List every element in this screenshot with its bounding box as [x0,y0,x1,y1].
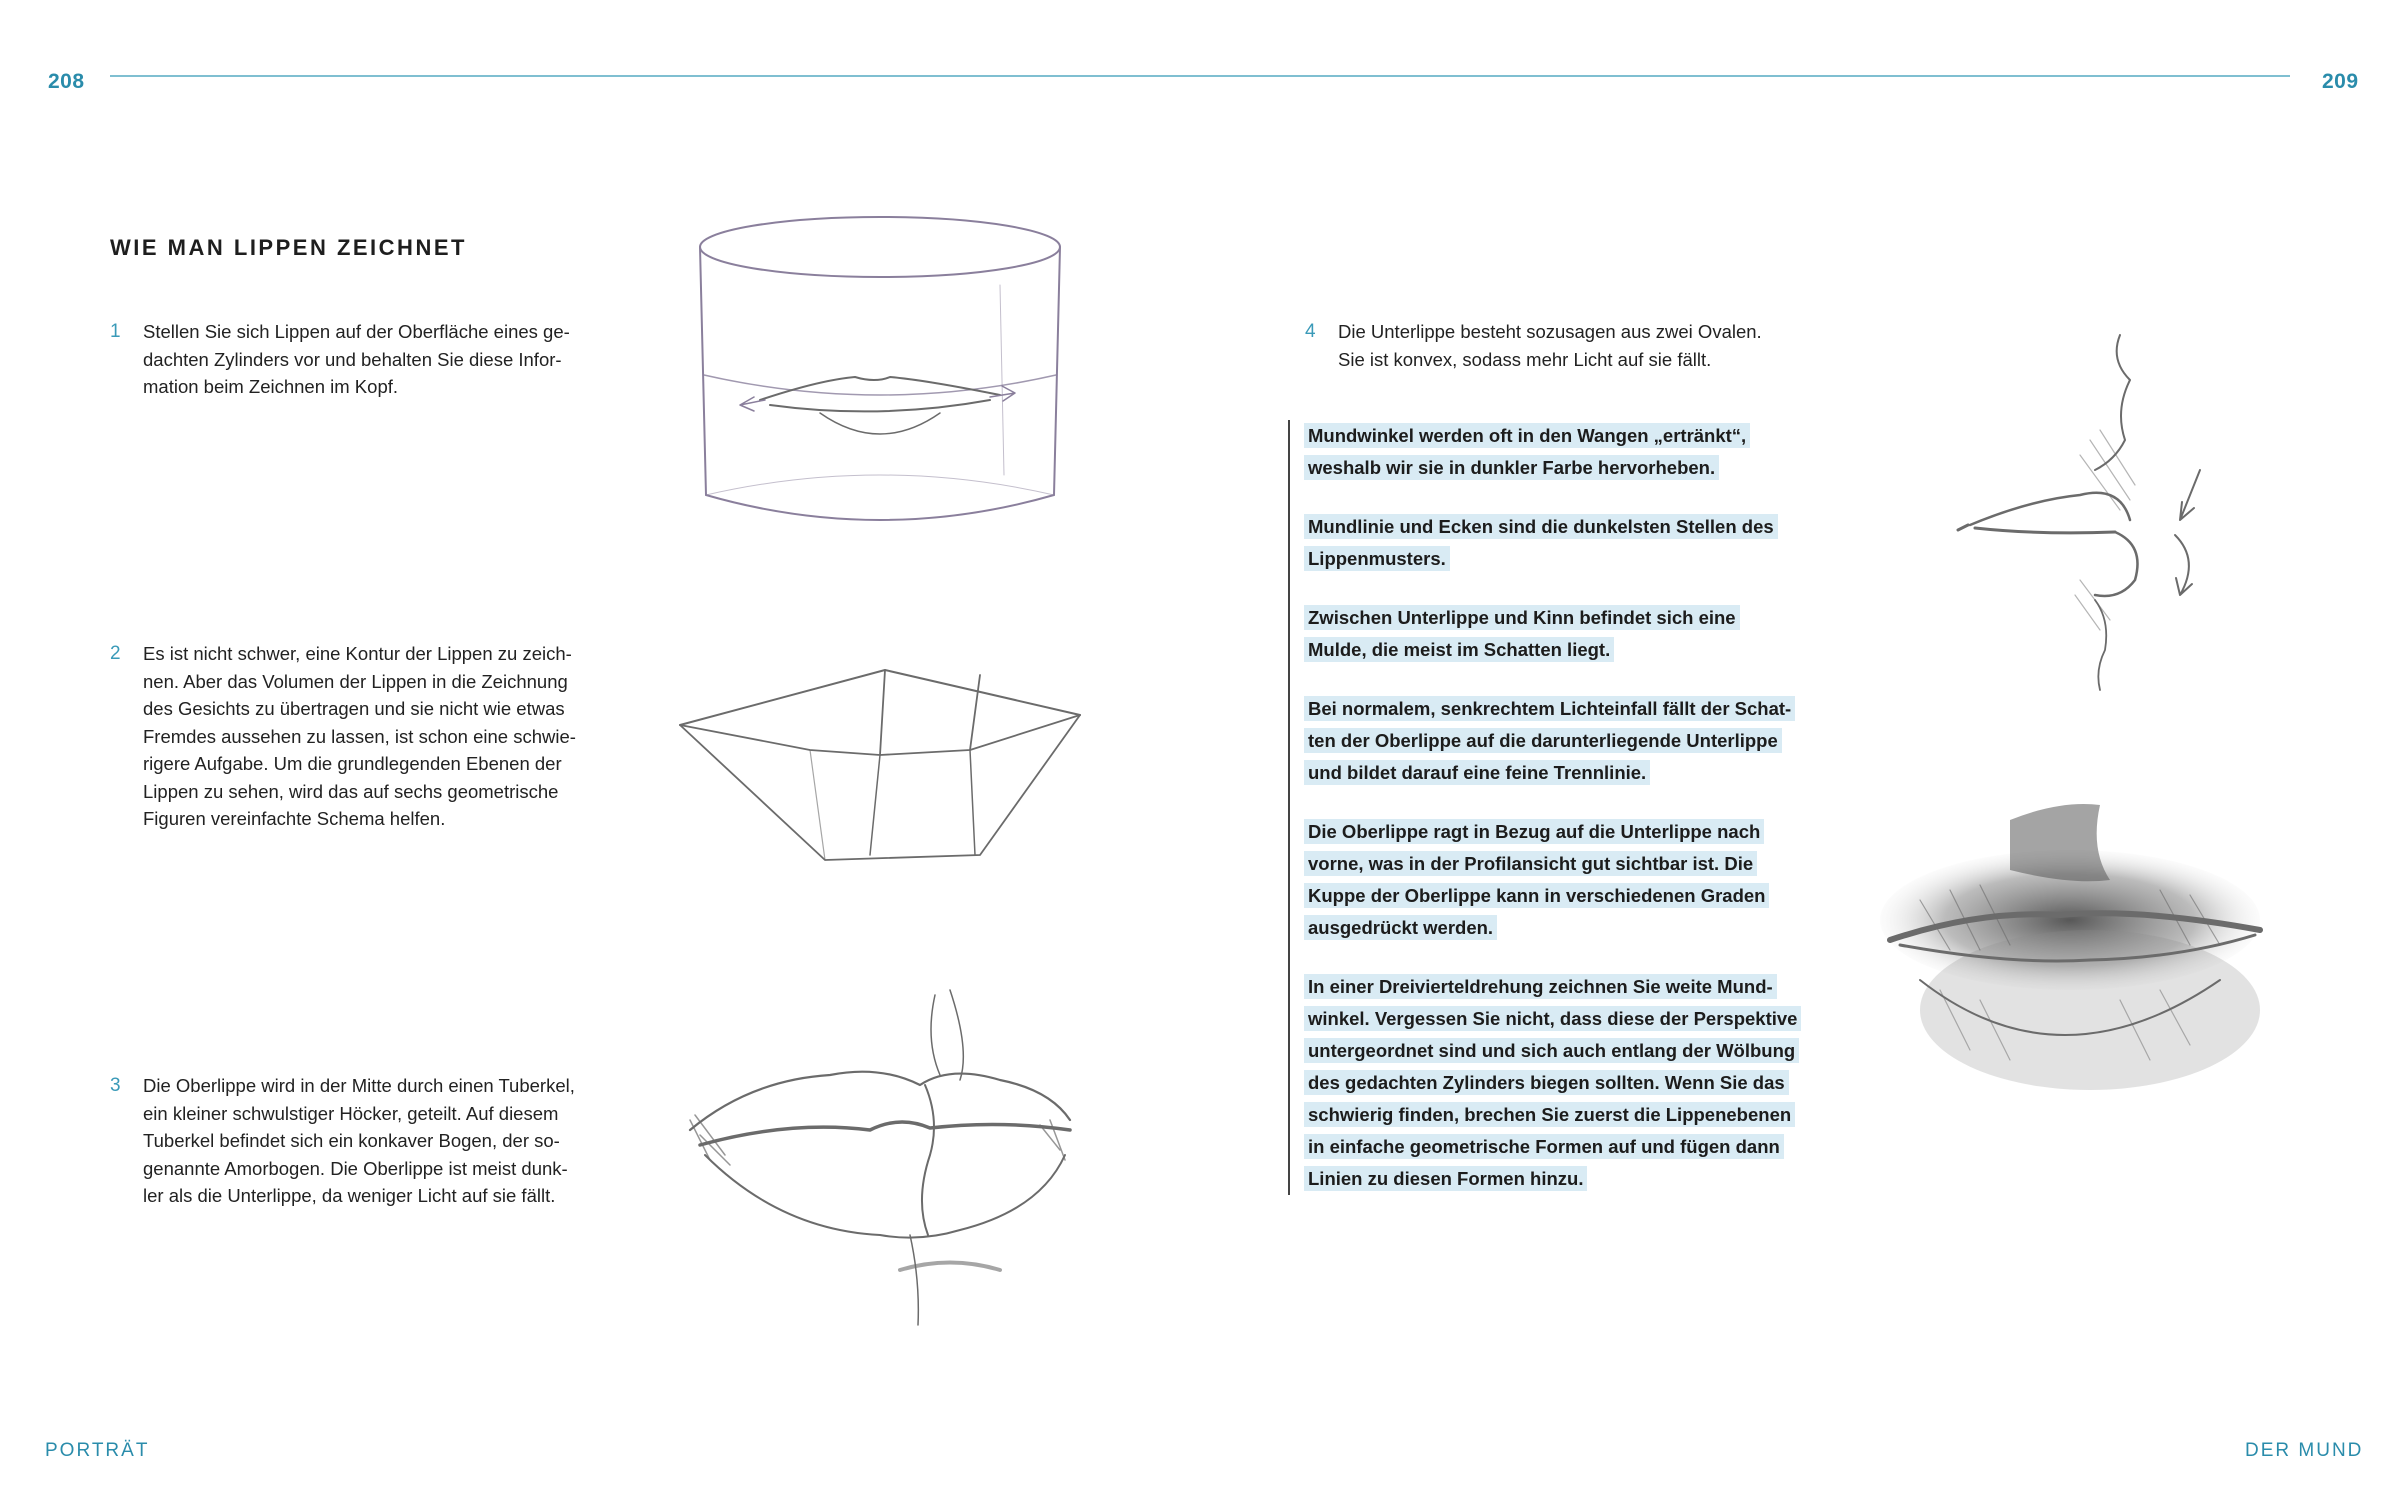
text-line: Die Oberlippe wird in der Mitte durch einen Tuberkel, [143,1075,575,1096]
text-line: mation beim Zeichnen im Kopf. [143,376,399,397]
tip-line: Kuppe der Oberlippe kann in verschiedenen Graden [1304,883,1769,908]
step-1 [110,318,610,408]
tip-line: Mundlinie und Ecken sind die dunkelsten Stellen des [1304,514,1778,539]
text-line: Es ist nicht schwer, eine Kontur der Lippen zu zeich- [143,643,572,664]
cylinder-lips-sketch [670,205,1090,555]
tubercle-lips-sketch [670,980,1090,1350]
text-line: Fremdes aussehen zu lassen, ist schon eine schwie- [143,725,576,747]
tip-line: winkel. Vergessen Sie nicht, dass diese der Perspektive [1304,1006,1801,1031]
text-line: Stellen Sie sich Lippen auf der Oberfläche eines ge- [143,321,570,342]
tip-line: Lippenmusters. [1304,546,1450,571]
shaded-lips-sketch [1860,790,2280,1130]
tip-line: weshalb wir sie in dunkler Farbe hervorheben. [1304,455,1719,480]
tip-line: Linien zu diesen Formen hinzu. [1304,1166,1587,1191]
text-line: nen. Aber das Volumen der Lippen in die Zeichnung [143,670,568,692]
step-text [143,318,570,401]
step-3 [110,1072,610,1217]
text-line: des Gesichts zu übertragen und sie nicht wie etwas [143,698,565,719]
text-line: Sie ist konvex, sodass mehr Licht auf sie fällt. [1338,348,1712,370]
profile-lips-sketch [1880,320,2260,700]
tip-line: ten der Oberlippe auf die darunterliegende Unterlippe [1304,728,1782,753]
tip-line: In einer Dreivierteldrehung zeichnen Sie weite Mund- [1304,974,1777,999]
tip-line: untergeordnet sind und sich auch entlang der Wölbung [1304,1038,1799,1063]
tip-line: in einfache geometrische Formen auf und fügen dann [1304,1134,1784,1159]
tip-line: Mulde, die meist im Schatten liegt. [1304,637,1614,662]
tip-paragraph [1304,693,1824,789]
tip-line: Mundwinkel werden oft in den Wangen „ertränkt“, [1304,423,1750,448]
step-4 [1305,318,1825,378]
tip-line: und bildet darauf eine feine Trennlinie. [1304,760,1650,785]
geometric-lips-schema [670,650,1090,880]
tip-line: des gedachten Zylinders biegen sollten. Wenn Sie das [1304,1070,1789,1095]
tip-line: Die Oberlippe ragt in Bezug auf die Unterlippe nach [1304,819,1764,844]
text-line: Tuberkel befindet sich ein konkaver Bogen, der so- [143,1130,560,1151]
step-2 [110,640,610,840]
tip-paragraph [1304,511,1824,575]
step-number: 3 [110,1075,121,1096]
tip-paragraph [1304,816,1824,944]
step-number: 2 [110,643,121,664]
page-number-right: 209 [2322,70,2359,93]
tips-panel [1288,420,1824,1195]
text-line: Figuren vereinfachte Schema helfen. [143,808,446,829]
footer-right: DER MUND [2245,1440,2364,1461]
tip-line: Bei normalem, senkrechtem Lichteinfall fällt der Schat- [1304,696,1795,721]
tip-line: Zwischen Unterlippe und Kinn befindet sich eine [1304,605,1740,630]
tip-line: vorne, was in der Profilansicht gut sichtbar ist. Die [1304,851,1757,876]
step-text [143,640,576,833]
tip-paragraph [1304,420,1824,484]
step-text [143,1072,575,1210]
step-text [1338,318,1762,373]
text-line: ein kleiner schwulstiger Höcker, geteilt. Auf diesem [143,1102,559,1124]
page-number-left: 208 [48,70,85,93]
footer-left: PORTRÄT [45,1440,150,1461]
tip-paragraph [1304,602,1824,666]
text-line: Die Unterlippe besteht sozusagen aus zwei Ovalen. [1338,321,1762,342]
text-line: dachten Zylinders vor und behalten Sie diese Infor- [143,348,562,370]
tip-line: schwierig finden, brechen Sie zuerst die Lippenebenen [1304,1102,1795,1127]
tip-paragraph [1304,971,1824,1195]
text-line: Lippen zu sehen, wird das auf sechs geometrische [143,780,559,802]
text-line: genannte Amorbogen. Die Oberlippe ist meist dunk- [143,1157,568,1179]
text-line: ler als die Unterlippe, da weniger Licht auf sie fällt. [143,1185,556,1206]
header-rule [110,75,2290,77]
step-number: 1 [110,321,121,342]
step-number: 4 [1305,321,1316,342]
page-title: WIE MAN LIPPEN ZEICHNET [110,235,467,260]
tip-line: ausgedrückt werden. [1304,915,1497,940]
text-line: rigere Aufgabe. Um die grundlegenden Ebenen der [143,753,562,774]
